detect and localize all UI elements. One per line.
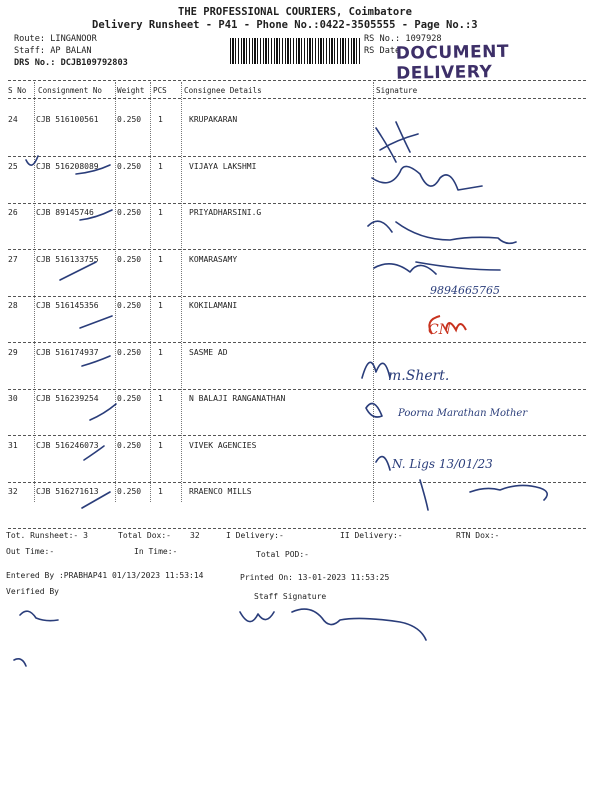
col-pcs: PCS — [153, 86, 167, 95]
drs-label: DRS No.: DCJB109792803 — [14, 58, 128, 68]
pen-stroke — [14, 659, 26, 666]
handwritten-note: Poorna Marathan Mother — [398, 408, 528, 419]
printed-on: Printed On: 13-01-2023 11:53:25 — [240, 573, 390, 582]
row-consignment-no: CJB 516239254 — [36, 394, 99, 403]
row-pcs: 1 — [158, 255, 163, 264]
i-delivery-label: I Delivery:- — [226, 531, 284, 540]
out-time-label: Out Time:- — [6, 547, 55, 556]
row-divider — [8, 342, 586, 343]
row-consignment-no: CJB 89145746 — [36, 208, 94, 217]
row-consignment-no: CJB 516145356 — [36, 301, 99, 310]
row-pcs: 1 — [158, 487, 163, 496]
row-sno: 31 — [8, 441, 18, 450]
row-consignee: KRUPAKARAN — [189, 115, 238, 124]
column-rule — [373, 82, 374, 502]
total-dox-label: Total Dox:- — [118, 531, 171, 540]
row-weight: 0.250 — [117, 487, 142, 496]
row-consignee: PRIYADHARSINI.G — [189, 208, 262, 217]
row-sno: 26 — [8, 208, 18, 217]
row-sno: 28 — [8, 301, 18, 310]
divider — [8, 80, 586, 81]
row-weight: 0.250 — [117, 348, 142, 357]
barcode-icon — [230, 38, 360, 64]
handwritten-note: 9894665765 — [430, 284, 500, 297]
row-pcs: 1 — [158, 115, 163, 124]
signature-mark — [374, 262, 500, 274]
row-pcs: 1 — [158, 394, 163, 403]
row-consignment-no: CJB 516100561 — [36, 115, 99, 124]
signature-mark — [376, 457, 390, 470]
row-pcs: 1 — [158, 162, 163, 171]
row-sno: 24 — [8, 115, 18, 124]
red-ink-mark — [429, 316, 466, 334]
in-time-label: In Time:- — [134, 547, 178, 556]
verified-mark — [20, 611, 58, 621]
row-consignee: KOMARASAMY — [189, 255, 238, 264]
row-sno: 27 — [8, 255, 18, 264]
signature-mark — [362, 362, 390, 378]
row-consignee: VIJAYA LAKSHMI — [189, 162, 257, 171]
entered-by: Entered By :PRABHAP41 01/13/2023 11:53:14 — [6, 571, 204, 580]
row-pcs: 1 — [158, 441, 163, 450]
signature-mark — [368, 221, 516, 243]
column-rule — [115, 82, 116, 502]
row-weight: 0.250 — [117, 162, 142, 171]
signature-mark — [420, 480, 547, 510]
row-divider — [8, 435, 586, 436]
rs-no-label: RS No.: 1097928 — [364, 34, 442, 44]
row-consignment-no: CJB 516174937 — [36, 348, 99, 357]
handwritten-note: CN — [428, 322, 451, 338]
row-consignment-no: CJB 516133755 — [36, 255, 99, 264]
row-weight: 0.250 — [117, 441, 142, 450]
signature-mark — [372, 166, 482, 190]
rs-date-label: RS Date — [364, 46, 401, 56]
col-weight: Weight — [117, 86, 145, 95]
pen-stroke — [90, 404, 116, 420]
row-pcs: 1 — [158, 208, 163, 217]
row-weight: 0.250 — [117, 301, 142, 310]
ii-delivery-label: II Delivery:- — [340, 531, 403, 540]
row-weight: 0.250 — [117, 208, 142, 217]
col-consignee: Consignee Details — [184, 86, 262, 95]
column-rule — [34, 82, 35, 502]
row-consignee: SASME AD — [189, 348, 228, 357]
total-dox-value: 32 — [190, 531, 200, 540]
row-pcs: 1 — [158, 348, 163, 357]
tot-runsheet: Tot. Runsheet:- 3 — [6, 531, 88, 540]
column-rule — [150, 82, 151, 502]
total-pod-label: Total POD:- — [256, 550, 309, 559]
row-pcs: 1 — [158, 301, 163, 310]
company-title: THE PROFESSIONAL COURIERS, Coimbatore — [178, 6, 412, 18]
row-divider — [8, 203, 586, 204]
row-consignee: VIVEK AGENCIES — [189, 441, 257, 450]
col-signature: Signature — [376, 86, 418, 95]
handwritten-note: m.Shert. — [388, 368, 450, 384]
staff-signature-label: Staff Signature — [254, 592, 327, 601]
row-consignment-no: CJB 516271613 — [36, 487, 99, 496]
document-delivery-stamp: DOCUMENT DELIVERY — [395, 41, 510, 84]
row-divider — [8, 482, 586, 483]
staff-label: Staff: AP BALAN — [14, 46, 92, 56]
row-sno: 25 — [8, 162, 18, 171]
row-consignment-no: CJB 516246073 — [36, 441, 99, 450]
column-rule — [181, 82, 182, 502]
handwritten-note: N. Ligs 13/01/23 — [392, 457, 493, 471]
pen-stroke — [82, 356, 110, 366]
route-label: Route: LINGANOOR — [14, 34, 97, 44]
divider — [8, 98, 586, 99]
row-divider — [8, 296, 586, 297]
signature-mark — [366, 404, 382, 418]
row-sno: 32 — [8, 487, 18, 496]
row-weight: 0.250 — [117, 394, 142, 403]
rtn-dox-label: RTN Dox:- — [456, 531, 500, 540]
row-weight: 0.250 — [117, 115, 142, 124]
staff-signature-mark — [240, 609, 426, 640]
row-divider — [8, 249, 586, 250]
pen-stroke — [80, 316, 112, 328]
row-consignment-no: CJB 516208089 — [36, 162, 99, 171]
runsheet-subtitle: Delivery Runsheet - P41 - Phone No.:0422-3505555 - Page No.:3 — [92, 19, 478, 31]
row-weight: 0.250 — [117, 255, 142, 264]
col-consignment: Consignment No — [38, 86, 103, 95]
row-consignee: KOKILAMANI — [189, 301, 238, 310]
row-consignee: N BALAJI RANGANATHAN — [189, 394, 286, 403]
row-sno: 30 — [8, 394, 18, 403]
col-sno: S No — [8, 86, 27, 95]
row-consignee: RRAENCO MILLS — [189, 487, 252, 496]
verified-by-label: Verified By — [6, 587, 59, 596]
row-divider — [8, 156, 586, 157]
row-divider — [8, 389, 586, 390]
row-sno: 29 — [8, 348, 18, 357]
row-divider — [8, 528, 586, 529]
pen-stroke — [60, 262, 96, 280]
